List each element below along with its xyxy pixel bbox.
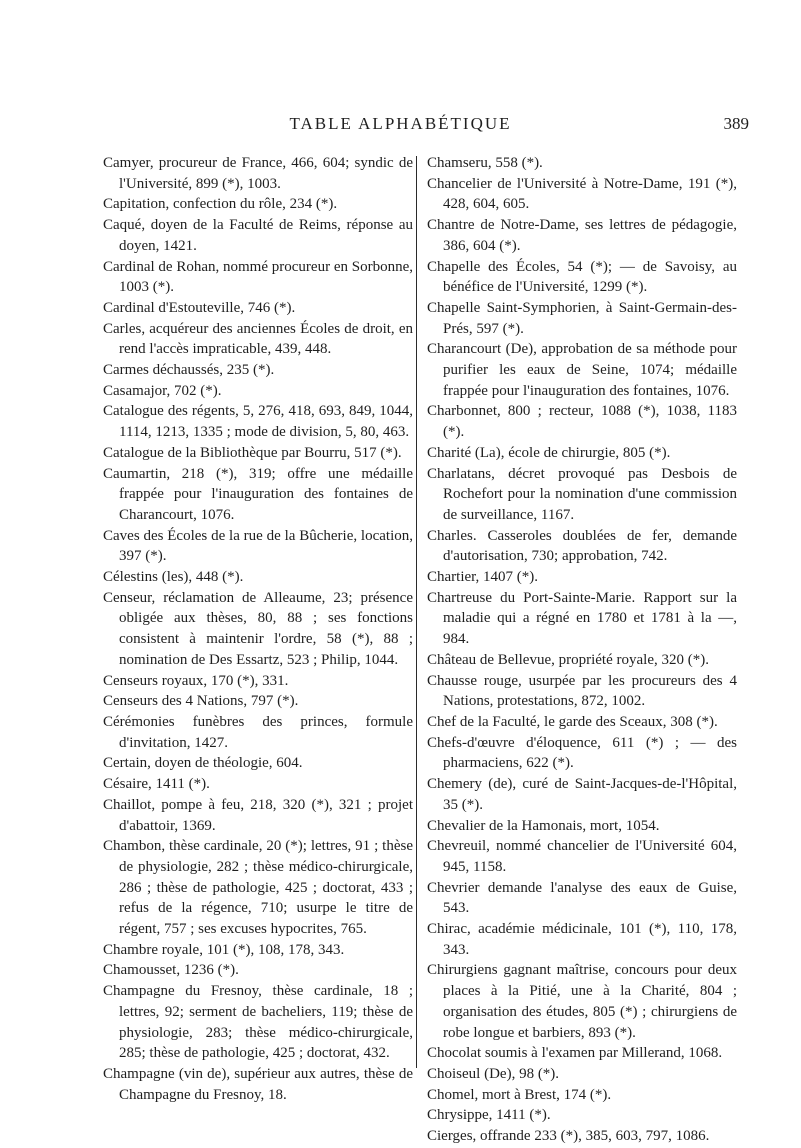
index-entry: Chef de la Faculté, le garde des Sceaux, 308 (*). bbox=[427, 713, 718, 730]
index-entry: Chapelle des Écoles, 54 (*); — de Savoisy, au bénéfice de l'Université, 1299 (*). bbox=[427, 258, 737, 296]
index-entry: Chambre royale, 101 (*), 108, 178, 343. bbox=[103, 941, 345, 958]
index-entry: Censeurs royaux, 170 (*), 331. bbox=[103, 672, 289, 689]
index-entry: Chancelier de l'Université à Notre-Dame, 191 (*), 428, 604, 605. bbox=[427, 175, 737, 213]
index-entry: Capitation, confection du rôle, 234 (*). bbox=[103, 196, 338, 213]
index-entry: Caqué, doyen de la Faculté de Reims, réponse au doyen, 1421. bbox=[103, 217, 413, 254]
index-entry: Charité (La), école de chirurgie, 805 (*). bbox=[427, 444, 671, 461]
index-entry: Célestins (les), 448 (*). bbox=[103, 569, 244, 586]
index-entry: Catalogue de la Bibliothèque par Bourru, 517 (*). bbox=[103, 444, 402, 461]
index-entry: Cérémonies funèbres des princes, formule d'invitation, 1427. bbox=[103, 713, 413, 751]
index-entry: Chambon, thèse cardinale, 20 (*); lettres, 91 ; thèse de physiologie, 282 ; thèse médico-chirurgicale, 286 ; thèse de pathologie, 425 ; doctorat, 433 ; refus de la régence, 710; usurpe le titre de régent, 757 ; ses excuses hypocrites, 765. bbox=[103, 838, 413, 938]
index-entry: Cardinal d'Estouteville, 746 (*). bbox=[103, 299, 296, 316]
index-entry: Chefs-d'œuvre d'éloquence, 611 (*) ; — des pharmaciens, 622 (*). bbox=[427, 734, 737, 772]
index-entry: Certain, doyen de théologie, 604. bbox=[103, 755, 303, 772]
index-entry: Chocolat soumis à l'examen par Millerand, 1068. bbox=[427, 1045, 723, 1062]
index-entry: Charlatans, décret provoqué pas Desbois de Rochefort pour la nomination d'une commission de surveillance, 1167. bbox=[427, 465, 737, 523]
index-entry: Catalogue des régents, 5, 276, 418, 693, 849, 1044, 1114, 1213, 1335 ; mode de division, 5, 80, 463. bbox=[103, 403, 413, 441]
index-entry: Censeur, réclamation de Alleaume, 23; présence obligée aux thèses, 80, 88 ; ses fonctions consistent à maintenir l'ordre, 58 (*), 88 ; nomination de Des Essartz, 523 ; Philip, 1044. bbox=[103, 589, 413, 668]
index-entry: Chirurgiens gagnant maîtrise, concours pour deux places à la Pitié, une à la Charité, 804 ; organisation des études, 805 (*) ; chirurgiens de robe longue et barbiers, 893 (*). bbox=[427, 962, 737, 1041]
index-entry: Censeurs des 4 Nations, 797 (*). bbox=[103, 693, 299, 710]
index-entry: Chausse rouge, usurpée par les procureurs des 4 Nations, protestations, 872, 1002. bbox=[427, 672, 737, 710]
index-entry: Chemery (de), curé de Saint-Jacques-de-l'Hôpital, 35 (*). bbox=[427, 776, 737, 813]
index-column-right bbox=[427, 153, 737, 1147]
index-entry: Charancourt (De), approbation de sa méthode pour purifier les eaux de Seine, 1074; médaille frappée pour l'inauguration des fontaines, 1076. bbox=[427, 341, 737, 399]
index-entry: Champagne du Fresnoy, thèse cardinale, 18 ; lettres, 92; serment de bacheliers, 119; thèse de physiologie, 283; thèse médico-chirurgicale, 285; thèse de pathologie, 425 ; doctorat, 432. bbox=[103, 983, 413, 1062]
index-entry: Chevreuil, nommé chancelier de l'Université 604, 945, 1158. bbox=[427, 838, 737, 875]
index-entry: Champagne (vin de), supérieur aux autres, thèse de Champagne du Fresnoy, 18. bbox=[103, 1065, 413, 1103]
index-entry: Camyer, procureur de France, 466, 604; syndic de l'Université, 899 (*), 1003. bbox=[103, 155, 413, 192]
index-entry: Cierges, offrande 233 (*), 385, 603, 797, 1086. bbox=[427, 1128, 710, 1145]
index-entry: Chaillot, pompe à feu, 218, 320 (*), 321 ; projet d'abattoir, 1369. bbox=[103, 796, 413, 834]
index-entry: Cardinal de Rohan, nommé procureur en Sorbonne, 1003 (*). bbox=[103, 258, 413, 296]
index-entry: Chrysippe, 1411 (*). bbox=[427, 1107, 551, 1124]
index-entry: Chapelle Saint-Symphorien, à Saint-Germain-des-Prés, 597 (*). bbox=[427, 299, 737, 337]
index-column-left bbox=[103, 153, 413, 1105]
index-entry: Charles. Casseroles doublées de fer, demande d'autorisation, 730; approbation, 742. bbox=[427, 527, 737, 565]
index-entry: Chevalier de la Hamonais, mort, 1054. bbox=[427, 817, 660, 834]
index-entry: Carles, acquéreur des anciennes Écoles de droit, en rend l'accès impraticable, 439, 448. bbox=[103, 320, 413, 358]
index-entry: Carmes déchaussés, 235 (*). bbox=[103, 362, 275, 379]
index-entry: Caves des Écoles de la rue de la Bûcherie, location, 397 (*). bbox=[103, 527, 413, 565]
page-number: 389 bbox=[723, 114, 749, 133]
index-entry: Chartier, 1407 (*). bbox=[427, 569, 539, 586]
index-entry: Chamousset, 1236 (*). bbox=[103, 962, 239, 979]
index-entry: Charbonnet, 800 ; recteur, 1088 (*), 1038, 1183 (*). bbox=[427, 403, 737, 441]
index-entry: Chartreuse du Port-Sainte-Marie. Rapport sur la maladie qui a régné en 1780 et 1781 à la —, 984. bbox=[427, 589, 737, 648]
page-header bbox=[0, 114, 801, 142]
index-entry: Caumartin, 218 (*), 319; offre une médaille frappée pour l'inauguration des fontaines de Charancourt, 1076. bbox=[103, 465, 413, 523]
index-entry: Chirac, académie médicinale, 101 (*), 110, 178, 343. bbox=[427, 921, 737, 958]
index-entry: Chomel, mort à Brest, 174 (*). bbox=[427, 1086, 612, 1103]
index-entry: Césaire, 1411 (*). bbox=[103, 776, 210, 793]
index-entry: Chamseru, 558 (*). bbox=[427, 155, 543, 171]
index-entry: Chantre de Notre-Dame, ses lettres de pédagogie, 386, 604 (*). bbox=[427, 217, 737, 254]
index-entry: Chevrier demande l'analyse des eaux de Guise, 543. bbox=[427, 879, 737, 917]
index-entry: Choiseul (De), 98 (*). bbox=[427, 1065, 560, 1082]
index-entry: Château de Bellevue, propriété royale, 320 (*). bbox=[427, 651, 709, 668]
column-divider bbox=[416, 156, 417, 1068]
index-entry: Casamajor, 702 (*). bbox=[103, 382, 222, 399]
running-title: TABLE ALPHABÉTIQUE bbox=[289, 114, 512, 133]
